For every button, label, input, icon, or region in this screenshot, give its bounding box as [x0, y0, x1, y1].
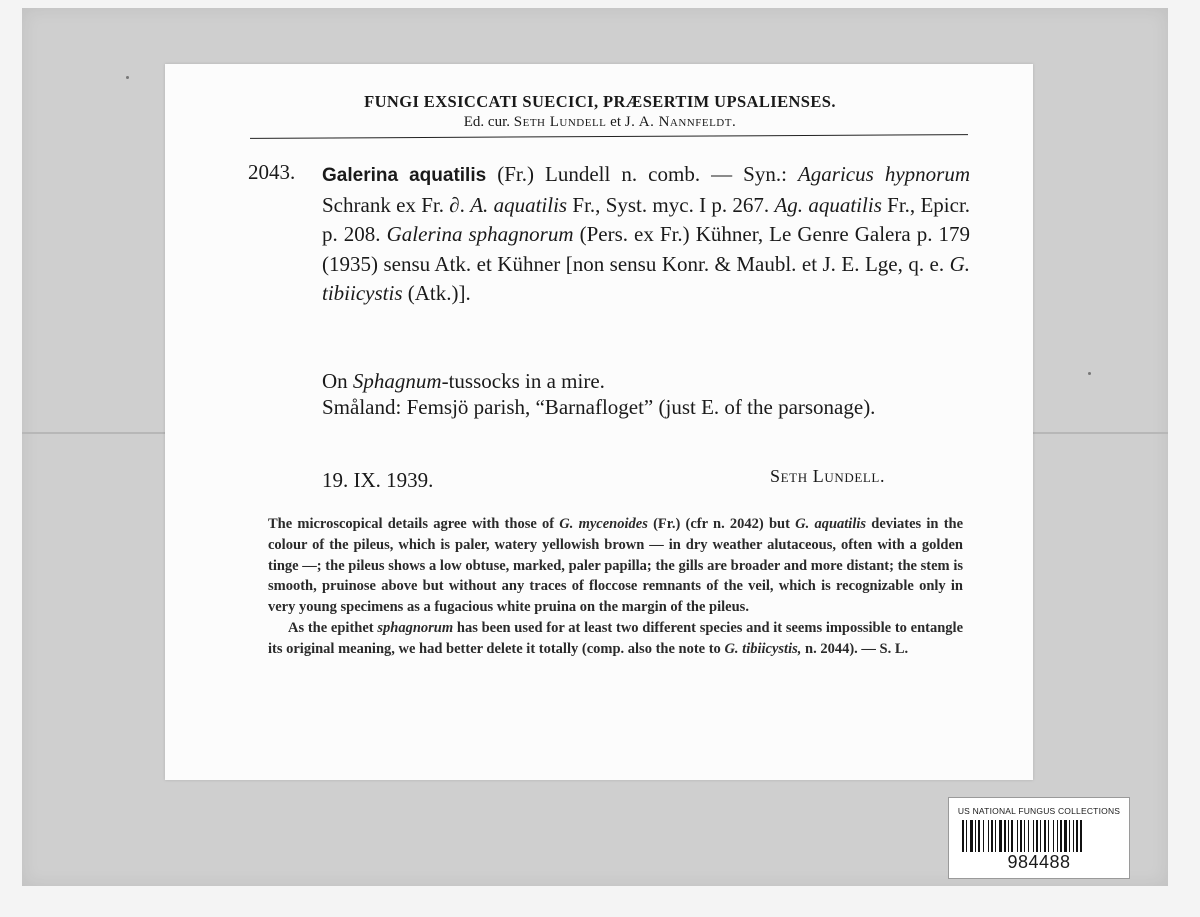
editor-name-1: Seth Lundell — [513, 114, 607, 130]
barcode-bar — [975, 820, 976, 852]
synonym-name: Agaricus hypnorum — [797, 162, 970, 186]
habitat-line — [322, 368, 970, 394]
barcode-bar — [1024, 820, 1025, 852]
editors-joiner: et — [610, 114, 621, 130]
note-taxon: G. tibiicystis, — [724, 640, 802, 657]
note-text: The microscopical details agree with those of — [268, 516, 555, 532]
specimen-number: 2043. — [248, 160, 296, 184]
note-paragraph-2 — [268, 618, 963, 660]
speck — [1088, 372, 1091, 375]
header-rule — [250, 134, 968, 139]
barcode-bar — [1036, 820, 1038, 852]
barcode-bar — [1073, 820, 1074, 852]
note-taxon: G. mycenoides — [559, 516, 648, 532]
habitat-suffix: -tussocks in a mire. — [441, 369, 605, 393]
barcode-icon — [962, 820, 1116, 852]
barcode-bar — [1044, 820, 1046, 852]
synonymy-text: Fr., Epicr. p. 208. — [322, 192, 971, 246]
barcode-bar — [1048, 820, 1049, 852]
synonym-name: G. tibiicystis — [322, 251, 970, 305]
synonymy-paragraph — [322, 160, 970, 309]
series-editors — [250, 114, 950, 131]
locality: Småland: Femsjö parish, “Barnafloget” (just E. of the parsonage). — [322, 395, 876, 419]
barcode-bar — [1017, 820, 1018, 852]
collection-date: 19. IX. 1939. — [322, 468, 434, 492]
collector-name: Seth Lundell. — [770, 466, 886, 486]
barcode-bar — [970, 820, 973, 852]
synonym-name: Ag. aquatilis — [774, 192, 882, 217]
barcode-bar — [1011, 820, 1013, 852]
barcode-number: 984488 — [1007, 852, 1071, 872]
synonymy-text: Schrank ex Fr. ∂. — [322, 192, 465, 217]
barcode-bar — [983, 820, 984, 852]
barcode-bar — [966, 820, 967, 852]
barcode-bar — [1057, 820, 1058, 852]
editors-prefix: Ed. cur. — [463, 114, 511, 130]
barcode-bar — [1008, 820, 1009, 852]
synonymy-text: (Atk.)]. — [407, 281, 471, 305]
barcode-bar — [988, 820, 989, 852]
synonymy-text: (Fr.) Lundell n. comb. — Syn.: — [497, 162, 787, 186]
barcode-bar — [1064, 820, 1067, 852]
synonym-name: Galerina sphagnorum — [386, 222, 574, 246]
barcode-bar — [1069, 820, 1070, 852]
taxon-name: Galerina aquatilis — [322, 165, 487, 186]
barcode-bar — [999, 820, 1002, 852]
synonymy-text: Fr., Syst. myc. I p. 267. — [572, 192, 770, 217]
barcode-bar — [1020, 820, 1022, 852]
barcode-institution: US NATIONAL FUNGUS COLLECTIONS — [957, 806, 1121, 816]
barcode-bar — [1040, 820, 1041, 852]
synonymy-text: (Pers. ex Fr.) Kühner, Le Genre Galera p. 179 (1935) sensu Atk. et Kühner [non sensu Konr. & Maubl. et J. E. Lge, q. e. — [322, 222, 971, 276]
habitat-genus: Sphagnum — [352, 369, 442, 393]
note-text: n. 2044). — S. L. — [805, 640, 909, 657]
note-paragraph-1 — [268, 514, 963, 618]
barcode-bar — [962, 820, 964, 852]
barcode-bar — [1060, 820, 1062, 852]
habitat-block — [322, 368, 970, 420]
barcode-bar — [1076, 820, 1078, 852]
note-text: As the epithet — [288, 619, 374, 636]
synonym-name: A. aquatilis — [470, 192, 568, 217]
barcode-bar — [1004, 820, 1006, 852]
barcode-bar — [995, 820, 996, 852]
note-taxon: sphagnorum — [377, 619, 454, 636]
exsiccata-label — [165, 64, 1033, 780]
note-text: has been used for at least two different species and it seems impossible to entangle its original meaning, we had better delete it totally (comp. also the note to — [268, 619, 964, 657]
taxonomic-note — [268, 514, 963, 660]
habitat-prefix: On — [322, 369, 348, 393]
barcode-label — [948, 797, 1130, 879]
barcode-bar — [978, 820, 980, 852]
note-text: (Fr.) (cfr n. 2042) but — [653, 516, 790, 532]
barcode-bar — [1033, 820, 1034, 852]
barcode-bar — [1053, 820, 1054, 852]
speck — [126, 76, 129, 79]
series-title: FUNGI EXSICCATI SUECICI, PRÆSERTIM UPSALIENSES. — [364, 92, 836, 111]
note-taxon: G. aquatilis — [795, 516, 867, 532]
barcode-bar — [1028, 820, 1029, 852]
barcode-bar — [1080, 820, 1082, 852]
barcode-bar — [991, 820, 993, 852]
note-text: deviates in the colour of the pileus, which is paler, watery yellowish brown — in dry weather alutaceous, often with a golden tinge —; the pileus shows a low obtuse, marked, paler papilla; the gills are broader and more distant; the stem is smooth, pruinose above but without any traces of floccose remnants of the veil, which is recognizable only in very young specimens as a fugacious white pruina on the margin of the pileus. — [268, 516, 964, 616]
editor-name-2: J. A. Nannfeldt. — [624, 114, 737, 130]
